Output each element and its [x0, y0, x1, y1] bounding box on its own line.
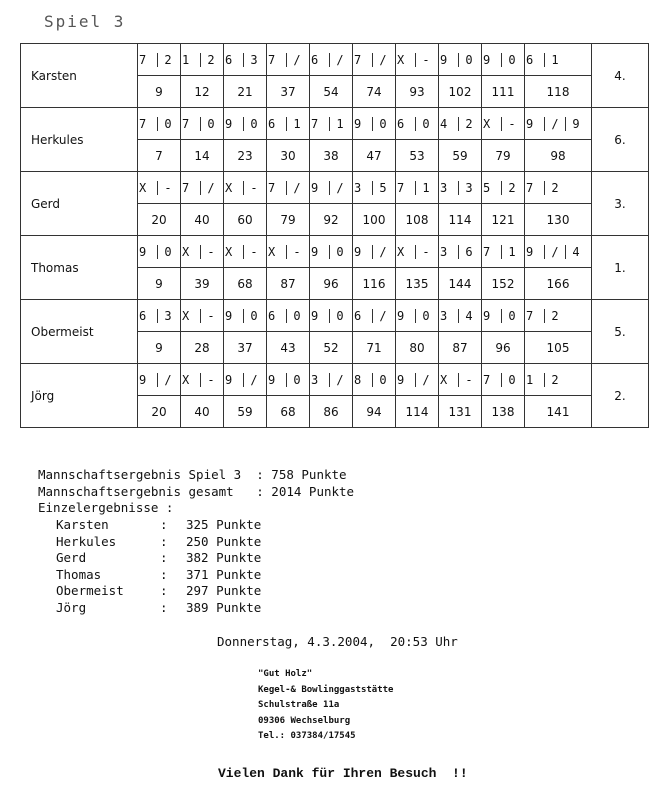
- roll-1: X: [225, 245, 244, 259]
- roll-1: X: [182, 309, 201, 323]
- cumulative-score: 40: [181, 204, 224, 236]
- roll-2: -: [422, 52, 430, 67]
- roll-1: 9: [311, 181, 330, 195]
- roll-2: /: [379, 308, 387, 323]
- individual-result-row: Obermeist : 297 Punkte: [56, 583, 262, 598]
- roll-2: /: [379, 52, 387, 67]
- team-result-total: Mannschaftsergebnis gesamt : 2014 Punkte: [38, 483, 355, 499]
- frame-rolls: [224, 236, 267, 268]
- frame-rolls: [525, 44, 592, 76]
- cumulative-score: 20: [138, 204, 181, 236]
- roll-2: -: [508, 116, 516, 131]
- frame-rolls: [310, 172, 353, 204]
- cumulative-score: 86: [310, 396, 353, 428]
- roll-1: 9: [354, 245, 373, 259]
- individual-result-row: Karsten : 325 Punkte: [56, 517, 262, 532]
- cumulative-score: 130: [525, 204, 592, 236]
- cumulative-score: 92: [310, 204, 353, 236]
- roll-1: 7: [268, 181, 287, 195]
- frame-rolls: [482, 44, 525, 76]
- player-name: Herkules: [21, 108, 138, 172]
- frame-rolls: [439, 236, 482, 268]
- roll-2: 0: [508, 52, 516, 67]
- frame-rolls: [396, 364, 439, 396]
- team-results: [38, 467, 354, 517]
- roll-3: 4: [565, 245, 586, 259]
- cumulative-score: 71: [353, 332, 396, 364]
- cumulative-score: 152: [482, 268, 525, 300]
- roll-1: 4: [440, 117, 459, 131]
- roll-1: 7: [182, 117, 201, 131]
- cumulative-score: 93: [396, 76, 439, 108]
- roll-1: 6: [139, 309, 158, 323]
- roll-2: 0: [207, 116, 215, 131]
- cumulative-score: 47: [353, 140, 396, 172]
- cumulative-score: 59: [439, 140, 482, 172]
- roll-1: 3: [354, 181, 373, 195]
- cumulative-score: 135: [396, 268, 439, 300]
- frame-rolls: [138, 44, 181, 76]
- roll-1: X: [268, 245, 287, 259]
- cumulative-score: 38: [310, 140, 353, 172]
- frame-rolls: [224, 108, 267, 140]
- roll-1: 9: [483, 53, 502, 67]
- cumulative-score: 118: [525, 76, 592, 108]
- roll-2: /: [336, 52, 344, 67]
- roll-2: 0: [379, 116, 387, 131]
- roll-1: X: [139, 181, 158, 195]
- frame-rolls: [181, 44, 224, 76]
- cumulative-score: 9: [138, 332, 181, 364]
- roll-1: X: [483, 117, 502, 131]
- roll-1: 9: [397, 309, 416, 323]
- player-name: Jörg: [21, 364, 138, 428]
- cumulative-score: 100: [353, 204, 396, 236]
- roll-2: 0: [465, 52, 473, 67]
- frame-rolls: [310, 300, 353, 332]
- roll-1: 9: [397, 373, 416, 387]
- roll-1: X: [397, 245, 416, 259]
- frame-rolls: [310, 364, 353, 396]
- cumulative-score: 166: [525, 268, 592, 300]
- roll-1: 9: [225, 373, 244, 387]
- cumulative-score: 80: [396, 332, 439, 364]
- roll-2: -: [207, 372, 215, 387]
- roll-2: -: [465, 372, 473, 387]
- roll-2: -: [250, 244, 258, 259]
- frame-rolls: [181, 364, 224, 396]
- roll-2: 0: [336, 244, 344, 259]
- thank-you-message: Vielen Dank für Ihren Besuch !!: [218, 766, 468, 781]
- roll-2: 0: [250, 308, 258, 323]
- roll-2: /: [293, 180, 301, 195]
- roll-1: 7: [182, 181, 201, 195]
- roll-2: 2: [207, 52, 215, 67]
- cumulative-score: 7: [138, 140, 181, 172]
- frame-rolls: [353, 44, 396, 76]
- cumulative-score: 37: [224, 332, 267, 364]
- score-table: [20, 43, 649, 428]
- roll-1: 8: [354, 373, 373, 387]
- roll-2: 0: [293, 372, 301, 387]
- roll-2: 3: [465, 180, 473, 195]
- frame-rolls: [353, 236, 396, 268]
- roll-2: -: [293, 244, 301, 259]
- individual-result-row: Thomas : 371 Punkte: [56, 566, 262, 582]
- frame-rolls: [482, 236, 525, 268]
- frame-rolls: [396, 300, 439, 332]
- frame-rolls: [224, 44, 267, 76]
- roll-1: 6: [268, 309, 287, 323]
- venue-address: [258, 667, 393, 745]
- roll-1: 3: [440, 181, 459, 195]
- roll-2: 2: [551, 180, 559, 195]
- roll-2: /: [250, 372, 258, 387]
- roll-2: /: [379, 244, 387, 259]
- cumulative-score: 114: [439, 204, 482, 236]
- roll-1: 7: [483, 245, 502, 259]
- roll-2: /: [207, 180, 215, 195]
- cumulative-score: 96: [310, 268, 353, 300]
- cumulative-score: 9: [138, 268, 181, 300]
- roll-1: 7: [526, 181, 545, 195]
- roll-1: 9: [354, 117, 373, 131]
- player-rank: 1.: [592, 236, 649, 300]
- frame-rolls: [525, 108, 592, 140]
- roll-1: 6: [354, 309, 373, 323]
- roll-1: 7: [139, 53, 158, 67]
- cumulative-score: 40: [181, 396, 224, 428]
- roll-2: -: [164, 180, 172, 195]
- cumulative-score: 74: [353, 76, 396, 108]
- roll-1: 7: [397, 181, 416, 195]
- roll-1: 1: [526, 373, 545, 387]
- roll-1: 5: [483, 181, 502, 195]
- roll-1: 9: [139, 373, 158, 387]
- frame-rolls: [482, 172, 525, 204]
- player-roll-row: [21, 364, 649, 396]
- frame-rolls: [138, 300, 181, 332]
- roll-2: 2: [551, 372, 559, 387]
- frame-rolls: [353, 108, 396, 140]
- roll-2: 0: [164, 244, 172, 259]
- frame-rolls: [439, 172, 482, 204]
- cumulative-score: 116: [353, 268, 396, 300]
- player-rank: 4.: [592, 44, 649, 108]
- roll-1: 9: [225, 309, 244, 323]
- roll-1: 6: [225, 53, 244, 67]
- roll-2: /: [336, 180, 344, 195]
- roll-1: X: [397, 53, 416, 67]
- frame-rolls: [181, 300, 224, 332]
- frame-rolls: [396, 172, 439, 204]
- player-rank: 6.: [592, 108, 649, 172]
- frame-rolls: [525, 300, 592, 332]
- frame-rolls: [267, 236, 310, 268]
- frame-rolls: [353, 300, 396, 332]
- roll-2: /: [336, 372, 344, 387]
- roll-2: 2: [164, 52, 172, 67]
- cumulative-score: 14: [181, 140, 224, 172]
- roll-3: 9: [565, 117, 586, 131]
- player-roll-row: [21, 300, 649, 332]
- roll-1: 7: [139, 117, 158, 131]
- roll-2: -: [422, 244, 430, 259]
- venue-name: "Gut Holz": [258, 669, 313, 679]
- roll-2: 3: [164, 308, 172, 323]
- cumulative-score: 111: [482, 76, 525, 108]
- individual-result-row: Herkules : 250 Punkte: [56, 533, 262, 549]
- frame-rolls: [525, 172, 592, 204]
- player-name: Gerd: [21, 172, 138, 236]
- roll-1: 7: [354, 53, 373, 67]
- cumulative-score: 39: [181, 268, 224, 300]
- cumulative-score: 68: [224, 268, 267, 300]
- frame-rolls: [482, 108, 525, 140]
- player-roll-row: [21, 172, 649, 204]
- roll-1: 9: [440, 53, 459, 67]
- cumulative-score: 28: [181, 332, 224, 364]
- frame-rolls: [181, 172, 224, 204]
- roll-2: 1: [293, 116, 301, 131]
- cumulative-score: 20: [138, 396, 181, 428]
- roll-2: 0: [508, 372, 516, 387]
- cumulative-score: 23: [224, 140, 267, 172]
- cumulative-score: 12: [181, 76, 224, 108]
- cumulative-score: 131: [439, 396, 482, 428]
- player-rank: 3.: [592, 172, 649, 236]
- roll-2: 4: [465, 308, 473, 323]
- roll-2: 1: [508, 244, 516, 259]
- roll-1: 7: [483, 373, 502, 387]
- roll-1: 6: [526, 53, 545, 67]
- cumulative-score: 138: [482, 396, 525, 428]
- cumulative-score: 94: [353, 396, 396, 428]
- roll-1: 9: [526, 245, 545, 259]
- frame-rolls: [439, 300, 482, 332]
- individual-result-row: Jörg : 389 Punkte: [56, 599, 262, 615]
- frame-rolls: [138, 364, 181, 396]
- cumulative-score: 37: [267, 76, 310, 108]
- roll-1: 6: [268, 117, 287, 131]
- venue-city: 09306 Wechselburg: [258, 715, 351, 726]
- roll-1: 3: [440, 309, 459, 323]
- cumulative-score: 87: [267, 268, 310, 300]
- frame-rolls: [396, 108, 439, 140]
- roll-2: 0: [336, 308, 344, 323]
- frame-rolls: [353, 172, 396, 204]
- roll-2: 2: [508, 180, 516, 195]
- roll-2: 2: [465, 116, 473, 131]
- cumulative-score: 9: [138, 76, 181, 108]
- frame-rolls: [482, 300, 525, 332]
- roll-2: -: [250, 180, 258, 195]
- frame-rolls: [224, 172, 267, 204]
- roll-2: 1: [336, 116, 344, 131]
- roll-1: 3: [440, 245, 459, 259]
- cumulative-score: 21: [224, 76, 267, 108]
- cumulative-score: 52: [310, 332, 353, 364]
- cumulative-score: 121: [482, 204, 525, 236]
- frame-rolls: [482, 364, 525, 396]
- roll-1: 9: [526, 117, 545, 131]
- cumulative-score: 105: [525, 332, 592, 364]
- roll-1: 9: [311, 309, 330, 323]
- frame-rolls: [267, 172, 310, 204]
- roll-2: /: [164, 372, 172, 387]
- venue-street: Schulstraße 11a: [258, 700, 340, 710]
- cumulative-score: 79: [267, 204, 310, 236]
- cumulative-score: 53: [396, 140, 439, 172]
- cumulative-score: 60: [224, 204, 267, 236]
- roll-1: 7: [311, 117, 330, 131]
- roll-2: 6: [465, 244, 473, 259]
- cumulative-score: 30: [267, 140, 310, 172]
- roll-1: 9: [311, 245, 330, 259]
- venue-type: Kegel-& Bowlinggaststätte: [258, 684, 394, 695]
- cumulative-score: 141: [525, 396, 592, 428]
- cumulative-score: 43: [267, 332, 310, 364]
- cumulative-score: 98: [525, 140, 592, 172]
- frame-rolls: [439, 364, 482, 396]
- frame-rolls: [310, 236, 353, 268]
- roll-1: 9: [483, 309, 502, 323]
- player-roll-row: [21, 44, 649, 76]
- cumulative-score: 59: [224, 396, 267, 428]
- cumulative-score: 54: [310, 76, 353, 108]
- frame-rolls: [353, 364, 396, 396]
- frame-rolls: [224, 300, 267, 332]
- frame-rolls: [267, 44, 310, 76]
- roll-2: 2: [551, 308, 559, 323]
- frame-rolls: [138, 236, 181, 268]
- player-name: Karsten: [21, 44, 138, 108]
- roll-2: -: [207, 244, 215, 259]
- cumulative-score: 102: [439, 76, 482, 108]
- roll-1: 9: [225, 117, 244, 131]
- roll-2: 0: [293, 308, 301, 323]
- roll-1: 3: [311, 373, 330, 387]
- frame-rolls: [267, 364, 310, 396]
- roll-1: 6: [397, 117, 416, 131]
- roll-2: -: [207, 308, 215, 323]
- cumulative-score: 144: [439, 268, 482, 300]
- print-datetime: Donnerstag, 4.3.2004, 20:53 Uhr: [217, 634, 458, 649]
- player-rank: 2.: [592, 364, 649, 428]
- frame-rolls: [267, 300, 310, 332]
- cumulative-score: 79: [482, 140, 525, 172]
- roll-1: 7: [526, 309, 545, 323]
- player-rank: 5.: [592, 300, 649, 364]
- roll-2: 5: [379, 180, 387, 195]
- roll-2: 0: [422, 308, 430, 323]
- roll-2: 0: [250, 116, 258, 131]
- frame-rolls: [439, 44, 482, 76]
- roll-1: 9: [139, 245, 158, 259]
- roll-2: 0: [508, 308, 516, 323]
- roll-2: 0: [164, 116, 172, 131]
- player-name: Obermeist: [21, 300, 138, 364]
- roll-1: 7: [268, 53, 287, 67]
- frame-rolls: [525, 364, 592, 396]
- individual-results: [56, 517, 261, 616]
- roll-2: /: [551, 244, 559, 259]
- roll-1: X: [182, 245, 201, 259]
- individual-result-row: Gerd : 382 Punkte: [56, 550, 262, 565]
- roll-1: 9: [268, 373, 287, 387]
- frame-rolls: [181, 236, 224, 268]
- cumulative-score: 108: [396, 204, 439, 236]
- roll-1: 1: [182, 53, 201, 67]
- roll-1: X: [440, 373, 459, 387]
- cumulative-score: 114: [396, 396, 439, 428]
- frame-rolls: [224, 364, 267, 396]
- roll-2: /: [293, 52, 301, 67]
- frame-rolls: [310, 108, 353, 140]
- frame-rolls: [138, 108, 181, 140]
- game-title: Spiel 3: [44, 12, 126, 31]
- roll-1: 6: [311, 53, 330, 67]
- cumulative-score: 68: [267, 396, 310, 428]
- frame-rolls: [310, 44, 353, 76]
- roll-1: X: [182, 373, 201, 387]
- cumulative-score: 96: [482, 332, 525, 364]
- frame-rolls: [396, 236, 439, 268]
- roll-2: 1: [422, 180, 430, 195]
- player-roll-row: [21, 108, 649, 140]
- roll-2: /: [551, 116, 559, 131]
- frame-rolls: [396, 44, 439, 76]
- individual-results-heading: Einzelergebnisse :: [38, 500, 174, 515]
- venue-phone: Tel.: 037384/17545: [258, 731, 356, 741]
- roll-2: 0: [422, 116, 430, 131]
- player-roll-row: [21, 236, 649, 268]
- frame-rolls: [439, 108, 482, 140]
- cumulative-score: 87: [439, 332, 482, 364]
- player-name: Thomas: [21, 236, 138, 300]
- frame-rolls: [181, 108, 224, 140]
- roll-1: X: [225, 181, 244, 195]
- team-result-game: Mannschaftsergebnis Spiel 3 : 758 Punkte: [38, 467, 347, 482]
- frame-rolls: [525, 236, 592, 268]
- roll-2: /: [422, 372, 430, 387]
- frame-rolls: [138, 172, 181, 204]
- roll-2: 1: [551, 52, 559, 67]
- roll-2: 0: [379, 372, 387, 387]
- frame-rolls: [267, 108, 310, 140]
- roll-2: 3: [250, 52, 258, 67]
